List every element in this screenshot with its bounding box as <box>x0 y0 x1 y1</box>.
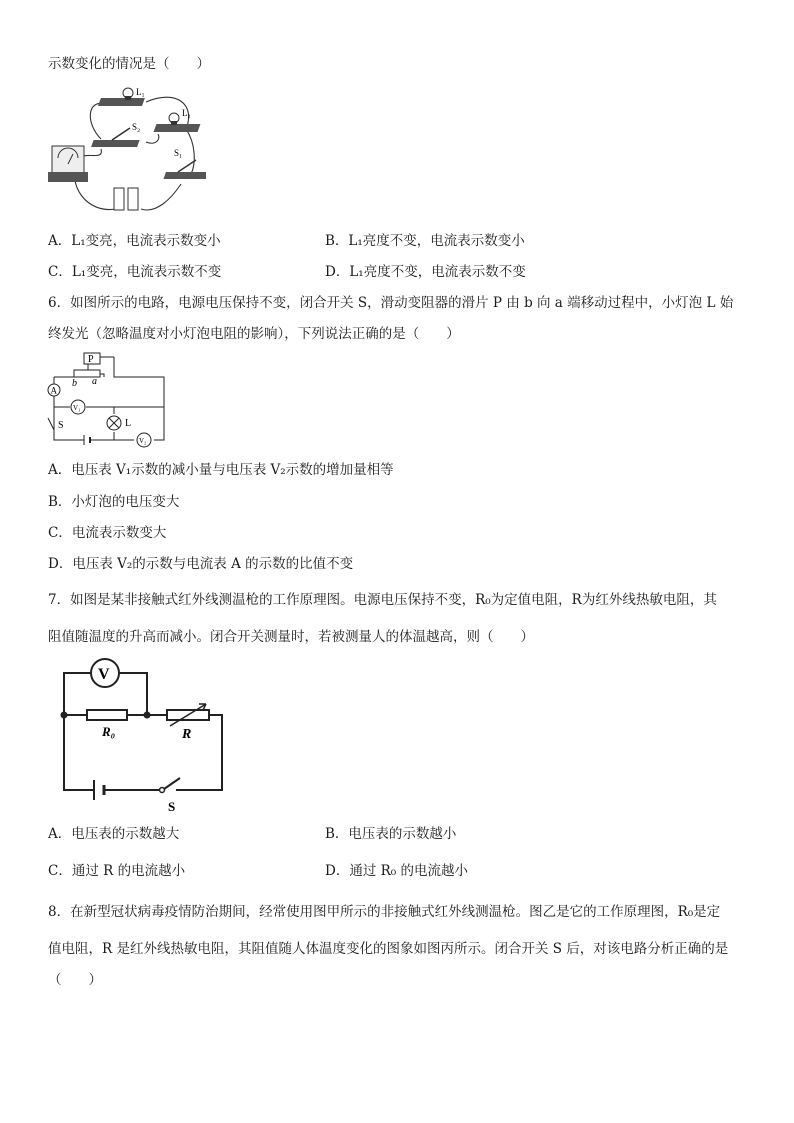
q7-stem-line2: 阻值随温度的升高而减小。闭合开关测量时，若被测量人的体温越高，则（ ） <box>48 629 534 645</box>
q7-fig-label-V: V <box>98 666 110 683</box>
q5-stem-tail: 示数变化的情况是（ ） <box>48 56 210 72</box>
q7-option-d: D．通过 R₀ 的电流越小 <box>325 863 468 879</box>
q6-fig-label-V2: V₂ <box>139 437 147 445</box>
q7-fig-label-R0: R₀ <box>102 724 116 739</box>
q6-fig-label-b: b <box>72 378 77 389</box>
q6-stem-line1: 6．如图所示的电路，电源电压保持不变，闭合开关 S，滑动变阻器的滑片 P 由 b 向 a 端移动过程中，小灯泡 L 始 <box>48 295 734 311</box>
q6-option-c: C．电流表示数变大 <box>48 525 167 541</box>
q6-fig-label-P: P <box>88 354 94 365</box>
q5-fig-label-L1: L₁ <box>136 87 145 97</box>
q6-fig-label-S: S <box>58 420 64 431</box>
q6-stem-line2: 终发光（忽略温度对小灯泡电阻的影响），下列说法正确的是（ ） <box>48 326 460 342</box>
q5-option-a: A．L₁变亮，电流表示数变小 <box>48 233 221 249</box>
q7-option-b: B．电压表的示数越小 <box>325 826 457 842</box>
q5-fig-label-S1: S₁ <box>174 148 183 158</box>
q6-option-b: B．小灯泡的电压变大 <box>48 494 180 510</box>
q5-option-d: D．L₁亮度不变，电流表示数不变 <box>325 264 526 280</box>
q7-fig-label-R: R <box>182 727 192 742</box>
q5-option-b: B．L₁亮度不变，电流表示数变小 <box>325 233 525 249</box>
q6-fig-label-L: L <box>125 418 132 429</box>
q5-apparatus-figure <box>46 84 206 219</box>
q6-circuit-figure <box>44 352 174 448</box>
q7-option-a: A．电压表的示数越大 <box>48 826 180 842</box>
q7-circuit-figure <box>52 652 232 818</box>
q6-option-a: A．电压表 V₁示数的减小量与电压表 V₂示数的增加量相等 <box>48 462 394 478</box>
q6-fig-label-A: A <box>50 385 57 396</box>
q6-fig-label-a: a <box>92 376 97 387</box>
q7-stem-line1: 7．如图是某非接触式红外线测温枪的工作原理图。电源电压保持不变，R₀为定值电阻，R为红外线热敏电阻，其 <box>48 592 717 608</box>
q6-option-d: D．电压表 V₂的示数与电流表 A 的示数的比值不变 <box>48 556 354 572</box>
q5-option-c: C．L₁变亮，电流表示数不变 <box>48 264 222 280</box>
q8-stem-line2: 值电阻，R 是红外线热敏电阻，其阻值随人体温度变化的图象如图丙所示。闭合开关 S 后，对该电路分析正确的是 <box>48 941 729 957</box>
q7-option-c: C．通过 R 的电流越小 <box>48 863 186 879</box>
q6-fig-label-V1: V₁ <box>73 404 81 412</box>
q5-fig-label-S2: S₂ <box>132 122 141 132</box>
q7-fig-label-S: S <box>168 799 176 814</box>
q8-stem-line3: （ ） <box>48 972 102 988</box>
q5-fig-label-L2: L₂ <box>182 108 191 118</box>
q8-stem-line1: 8．在新型冠状病毒疫情防治期间，经常使用图甲所示的非接触式红外线测温枪。图乙是它的工作原理图，R₀是定 <box>48 904 721 920</box>
